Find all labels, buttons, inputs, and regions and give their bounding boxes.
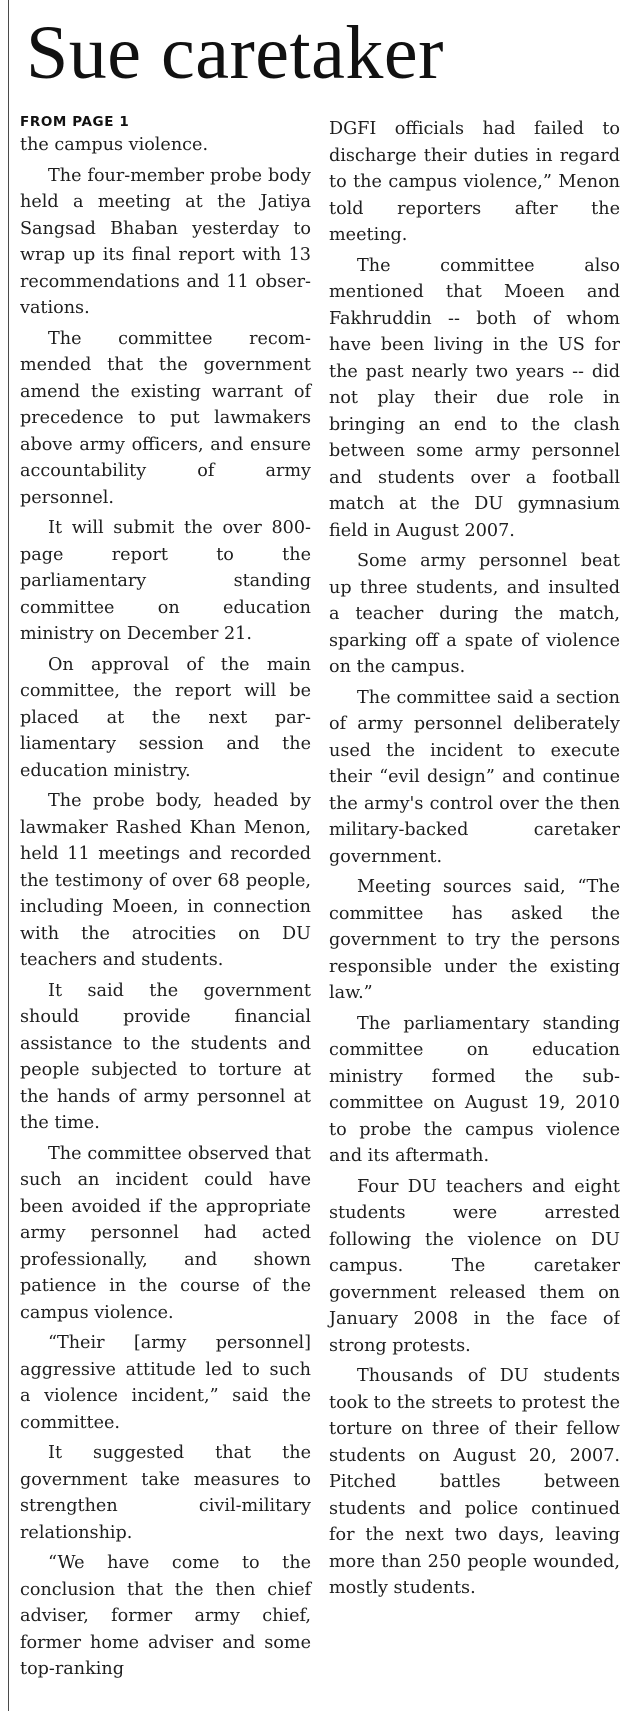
headline: Sue caretaker	[26, 11, 444, 95]
paragraph: the campus violence.	[20, 135, 209, 155]
paragraph: The committee said a section of army personnel deliberately used the incident to execute their “evil design” and continue the army's control over the then military-backed caretaker government.	[329, 687, 620, 867]
paragraph: The parliamentary standing committee on education ministry formed the sub-committee on August 19, 2010 to probe the campus violence and its aftermath.	[329, 1013, 620, 1166]
paragraph: DGFI officials had failed to discharge their duties in regard to the campus violence,” Menon told reporters after the meeting.	[329, 119, 620, 245]
paragraph: The committee recommended that the government amend the existing warrant of precedence to put lawmakers above army officers, and ensure accountability of army personnel.	[20, 328, 311, 508]
paragraph: Meeting sources said, “The committee has asked the government to try the persons responsible under the existing law.”	[329, 877, 620, 1003]
article-body	[20, 114, 620, 1709]
paragraph: The probe body, headed by lawmaker Rashed Khan Menon, held 11 meetings and recorded the testimony of over 68 people, including Moeen, in connection with the atrocities on DU teachers and students.	[20, 791, 311, 970]
paragraph: Thousands of DU students took to the streets to protest the torture on three of their fellow students on August 20, 2007. Pitched battles between students and police continued for the next two days, leaving more than 250 people wounded, mostly students.	[329, 1366, 620, 1598]
paragraph: It will submit the over 800-page report to the parliamentary standing committee on education ministry on December 21.	[20, 518, 311, 644]
paragraph: On approval of the main committee, the report will be placed at the next parliamentary session and the education ministry.	[20, 654, 311, 781]
paragraph: Some army personnel beat up three students, and insulted a teacher during the match, sparking off a spate of violence on the campus.	[329, 551, 620, 677]
paragraph: Four DU teachers and eight students were arrested following the violence on DU campus. The caretaker government released them on January 2008 in the face of strong protests.	[329, 1176, 620, 1356]
column-rule	[8, 0, 9, 1711]
paragraph: “Their [army personnel] aggressive attitude led to such a violence incident,” said the committee.	[20, 1333, 311, 1433]
paragraph: “We have come to the conclusion that the then chief adviser, former army chief, former home adviser and some top-ranking	[20, 1553, 311, 1679]
continuation-kicker: FROM PAGE 1	[20, 114, 130, 130]
paragraph: It said the government should provide financial assistance to the students and people subjected to torture at the hands of army personnel at the time.	[20, 980, 311, 1133]
paragraph: It suggested that the government take measures to strengthen civil-military relationship.	[20, 1443, 311, 1543]
paragraph: The committee observed that such an incident could have been avoided if the appropriate army personnel had acted professionally, and shown patience in the course of the campus violence.	[20, 1143, 311, 1323]
paragraph: The four-member probe body held a meeting at the Jatiya Sangsad Bhaban yesterday to wrap up its final report with 13 recommendations and 11 observations.	[20, 165, 311, 318]
paragraph: The committee also mentioned that Moeen and Fakhruddin -- both of whom have been living in the US for the past nearly two years -- did not play their due role in bringing an end to the clash between some army personnel and students over a football match at the DU gymnasium field in August 2007.	[329, 255, 620, 541]
article-column-1	[20, 114, 311, 1687]
article-column-2	[329, 116, 620, 1606]
